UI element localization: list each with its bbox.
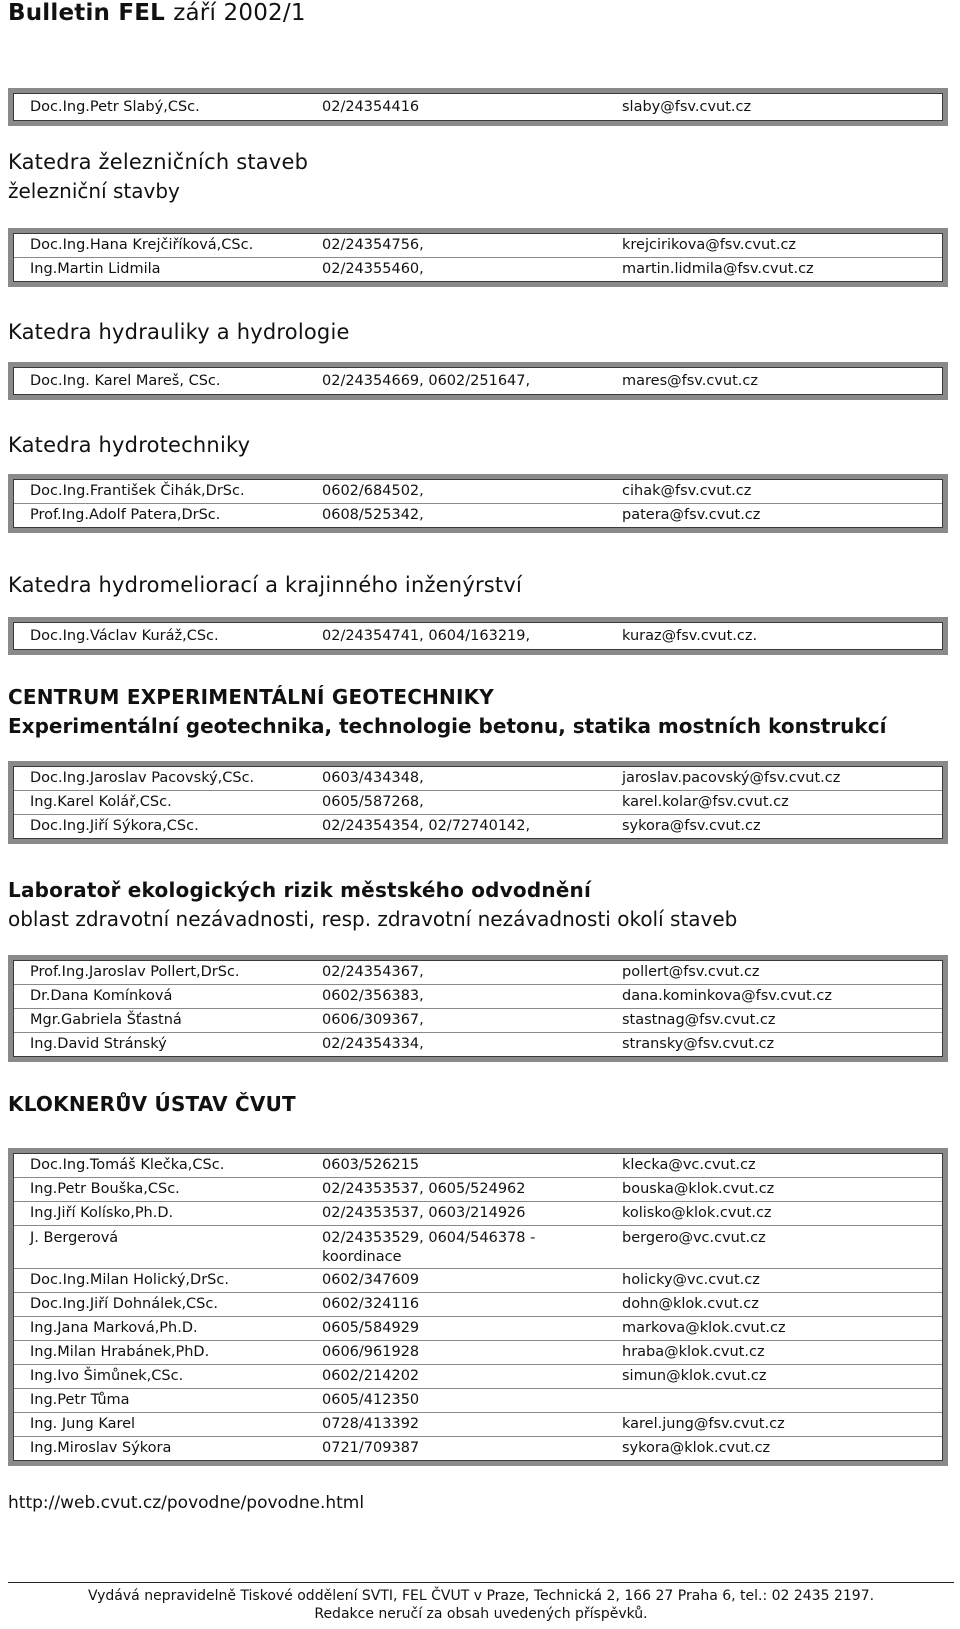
footer-publisher: Vydává nepravidelně Tiskové oddělení SVTI, FEL ČVUT v Praze, Technická 2, 166 27 Praha 6, tel.: 02 2435 2197.: [87, 1588, 875, 1604]
contact-name: Doc.Ing.Tomáš Klečka,CSc.: [30, 1157, 225, 1173]
contact-phone: 0721/709387: [322, 1440, 420, 1456]
section-hydrauliky: [8, 318, 954, 346]
contact-phone: 02/24354416: [322, 99, 420, 115]
contact-name: Mgr.Gabriela Šťastná: [30, 1012, 182, 1028]
contact-email[interactable]: stransky@fsv.cvut.cz: [622, 1036, 775, 1052]
contact-phone: 02/24354669, 0602/251647,: [322, 373, 531, 389]
contact-name: Ing.Petr Tůma: [30, 1392, 130, 1408]
contact-email[interactable]: patera@fsv.cvut.cz: [622, 507, 761, 523]
contact-name: J. Bergerová: [30, 1230, 119, 1246]
section-subtitle: Experimentální geotechnika, technologie betonu, statika mostních konstrukcí: [8, 714, 887, 738]
table-row: [14, 368, 942, 394]
table-row: [14, 623, 942, 649]
contact-name: Ing.Miroslav Sýkora: [30, 1440, 172, 1456]
contact-email[interactable]: klecka@vc.cvut.cz: [622, 1157, 756, 1173]
contact-phone: 02/24354354, 02/72740142,: [322, 818, 531, 834]
contact-email[interactable]: bergero@vc.cvut.cz: [622, 1230, 766, 1246]
contact-name: Doc.Ing.Milan Holický,DrSc.: [30, 1272, 229, 1288]
table-row: [14, 1413, 942, 1437]
section-zeleznicni-stavby: [8, 148, 954, 206]
contact-table-inner: [13, 766, 943, 839]
contact-name: Doc.Ing.Jiří Sýkora,CSc.: [30, 818, 199, 834]
section-title: CENTRUM EXPERIMENTÁLNÍ GEOTECHNIKY: [8, 685, 494, 709]
table-row: [14, 985, 942, 1009]
contact-name: Ing.David Stránský: [30, 1036, 167, 1052]
section-klokneruv-ustav: [8, 1090, 954, 1118]
contact-name: Ing.Karel Kolář,CSc.: [30, 794, 172, 810]
contact-name: Doc.Ing. Karel Mareš, CSc.: [30, 373, 221, 389]
bulletin-header: [8, 0, 306, 26]
contact-name: Ing.Jiří Kolísko,Ph.D.: [30, 1205, 174, 1221]
contact-phone: 0605/587268,: [322, 794, 424, 810]
contact-table-inner: [13, 960, 943, 1057]
contact-name: Doc.Ing.Hana Krejčiříková,CSc.: [30, 237, 254, 253]
section-subtitle: železniční stavby: [8, 179, 180, 203]
contact-name: Ing.Martin Lidmila: [30, 261, 161, 277]
footer: [8, 1587, 954, 1623]
contact-email[interactable]: krejcirikova@fsv.cvut.cz: [622, 237, 797, 253]
table-row: [14, 1437, 942, 1460]
contact-email[interactable]: hraba@klok.cvut.cz: [622, 1344, 765, 1360]
table-row: [14, 234, 942, 258]
contact-phone: 0602/214202: [322, 1368, 420, 1384]
table-row: [14, 961, 942, 985]
contact-phone: 0603/526215: [322, 1157, 420, 1173]
section-title: Katedra hydrotechniky: [8, 433, 251, 457]
contact-email[interactable]: martin.lidmila@fsv.cvut.cz: [622, 261, 814, 277]
contact-table-5: [8, 761, 948, 844]
section-title: Katedra hydromeliorací a krajinného inženýrství: [8, 573, 523, 597]
contact-email[interactable]: cihak@fsv.cvut.cz: [622, 483, 752, 499]
section-subtitle: oblast zdravotní nezávadnosti, resp. zdravotní nezávadnosti okolí staveb: [8, 907, 738, 931]
table-row: [14, 1317, 942, 1341]
contact-phone: 0602/356383,: [322, 988, 424, 1004]
section-hydrotechniky: [8, 431, 954, 459]
contact-table-6: [8, 955, 948, 1062]
contact-phone: 0603/434348,: [322, 770, 424, 786]
contact-table-inner: [13, 367, 943, 395]
contact-email[interactable]: bouska@klok.cvut.cz: [622, 1181, 775, 1197]
footer-disclaimer: Redakce neručí za obsah uvedených příspěvků.: [314, 1606, 648, 1622]
contact-phone: 02/24353529, 0604/546378 - koordinace: [322, 1230, 536, 1265]
contact-phone: 02/24354367,: [322, 964, 424, 980]
table-row: [14, 1365, 942, 1389]
contact-name: Ing.Milan Hrabánek,PhD.: [30, 1344, 210, 1360]
contact-email[interactable]: sykora@fsv.cvut.cz: [622, 818, 761, 834]
contact-name: Doc.Ing.Jiří Dohnálek,CSc.: [30, 1296, 218, 1312]
contact-email[interactable]: slaby@fsv.cvut.cz: [622, 99, 752, 115]
contact-email: [622, 1389, 942, 1412]
contact-email[interactable]: sykora@klok.cvut.cz: [622, 1440, 771, 1456]
contact-name: Dr.Dana Komínková: [30, 988, 173, 1004]
contact-table-3: [8, 474, 948, 533]
contact-table-inner: [13, 479, 943, 528]
bulletin-title: Bulletin FEL: [8, 0, 166, 26]
table-row: [14, 1341, 942, 1365]
contact-name: Ing.Jana Marková,Ph.D.: [30, 1320, 198, 1336]
table-row: [14, 1154, 942, 1178]
contact-email[interactable]: pollert@fsv.cvut.cz: [622, 964, 760, 980]
contact-phone: 0605/412350: [322, 1392, 420, 1408]
contact-name: Ing. Jung Karel: [30, 1416, 136, 1432]
contact-email[interactable]: karel.jung@fsv.cvut.cz: [622, 1416, 785, 1432]
contact-phone: 02/24354741, 0604/163219,: [322, 628, 531, 644]
contact-email[interactable]: dana.kominkova@fsv.cvut.cz: [622, 988, 832, 1004]
contact-email[interactable]: karel.kolar@fsv.cvut.cz: [622, 794, 789, 810]
table-row: [14, 1033, 942, 1056]
section-title: Katedra hydrauliky a hydrologie: [8, 320, 350, 344]
contact-name: Doc.Ing.František Čihák,DrSc.: [30, 483, 245, 499]
table-row: [14, 1202, 942, 1226]
section-laborator: [8, 876, 954, 934]
contact-email[interactable]: kuraz@fsv.cvut.cz.: [622, 628, 758, 644]
contact-phone: 0606/309367,: [322, 1012, 424, 1028]
section-title: Katedra železničních staveb: [8, 150, 309, 174]
contact-table-7: [8, 1148, 948, 1466]
contact-phone: 02/24353537, 0605/524962: [322, 1181, 526, 1197]
contact-phone: 0602/347609: [322, 1272, 420, 1288]
contact-name: Doc.Ing.Petr Slabý,CSc.: [30, 99, 200, 115]
contact-name: Prof.Ing.Adolf Patera,DrSc.: [30, 507, 221, 523]
contact-email[interactable]: markova@klok.cvut.cz: [622, 1320, 786, 1336]
table-row: [14, 1178, 942, 1202]
flood-info-link[interactable]: http://web.cvut.cz/povodne/povodne.html: [8, 1493, 365, 1513]
table-row: [14, 480, 942, 504]
table-row: [14, 258, 942, 281]
contact-email[interactable]: dohn@klok.cvut.cz: [622, 1296, 759, 1312]
contact-phone: 02/24354756,: [322, 237, 424, 253]
contact-name: Doc.Ing.Václav Kuráž,CSc.: [30, 628, 219, 644]
contact-email[interactable]: kolisko@klok.cvut.cz: [622, 1205, 772, 1221]
contact-email[interactable]: simun@klok.cvut.cz: [622, 1368, 767, 1384]
contact-email[interactable]: holicky@vc.cvut.cz: [622, 1272, 760, 1288]
table-row: [14, 1389, 942, 1413]
contact-table-0: [8, 88, 948, 126]
contact-phone: 0728/413392: [322, 1416, 420, 1432]
table-row: [14, 1293, 942, 1317]
contact-phone: 02/24353537, 0603/214926: [322, 1205, 526, 1221]
contact-phone: 0605/584929: [322, 1320, 420, 1336]
footer-divider: [8, 1582, 954, 1583]
contact-table-inner: [13, 1153, 943, 1461]
contact-phone: 02/24355460,: [322, 261, 424, 277]
contact-table-inner: [13, 622, 943, 650]
contact-table-4: [8, 617, 948, 655]
contact-table-2: [8, 362, 948, 400]
table-row: [14, 1269, 942, 1293]
contact-phone: 0602/324116: [322, 1296, 420, 1312]
section-centrum-geotechniky: [8, 683, 954, 741]
table-row: [14, 1226, 942, 1269]
contact-email[interactable]: stastnag@fsv.cvut.cz: [622, 1012, 776, 1028]
contact-name: Doc.Ing.Jaroslav Pacovský,CSc.: [30, 770, 255, 786]
table-row: [14, 94, 942, 120]
contact-name: Prof.Ing.Jaroslav Pollert,DrSc.: [30, 964, 240, 980]
table-row: [14, 791, 942, 815]
contact-phone: 0606/961928: [322, 1344, 420, 1360]
table-row: [14, 767, 942, 791]
contact-phone: 02/24354334,: [322, 1036, 424, 1052]
table-row: [14, 815, 942, 838]
contact-table-1: [8, 228, 948, 287]
table-row: [14, 1009, 942, 1033]
bulletin-date: září 2002/1: [173, 0, 306, 26]
contact-name: Ing.Petr Bouška,CSc.: [30, 1181, 180, 1197]
table-row: [14, 504, 942, 527]
contact-email[interactable]: mares@fsv.cvut.cz: [622, 373, 758, 389]
contact-email[interactable]: jaroslav.pacovský@fsv.cvut.cz: [622, 770, 841, 786]
contact-table-inner: [13, 233, 943, 282]
contact-phone: 0602/684502,: [322, 483, 424, 499]
contact-name: Ing.Ivo Šimůnek,CSc.: [30, 1368, 184, 1384]
contact-phone: 0608/525342,: [322, 507, 424, 523]
section-title: KLOKNERŮV ÚSTAV ČVUT: [8, 1092, 296, 1116]
contact-table-inner: [13, 93, 943, 121]
section-hydromelioraci: [8, 571, 954, 599]
section-title: Laboratoř ekologických rizik městského odvodnění: [8, 878, 592, 902]
